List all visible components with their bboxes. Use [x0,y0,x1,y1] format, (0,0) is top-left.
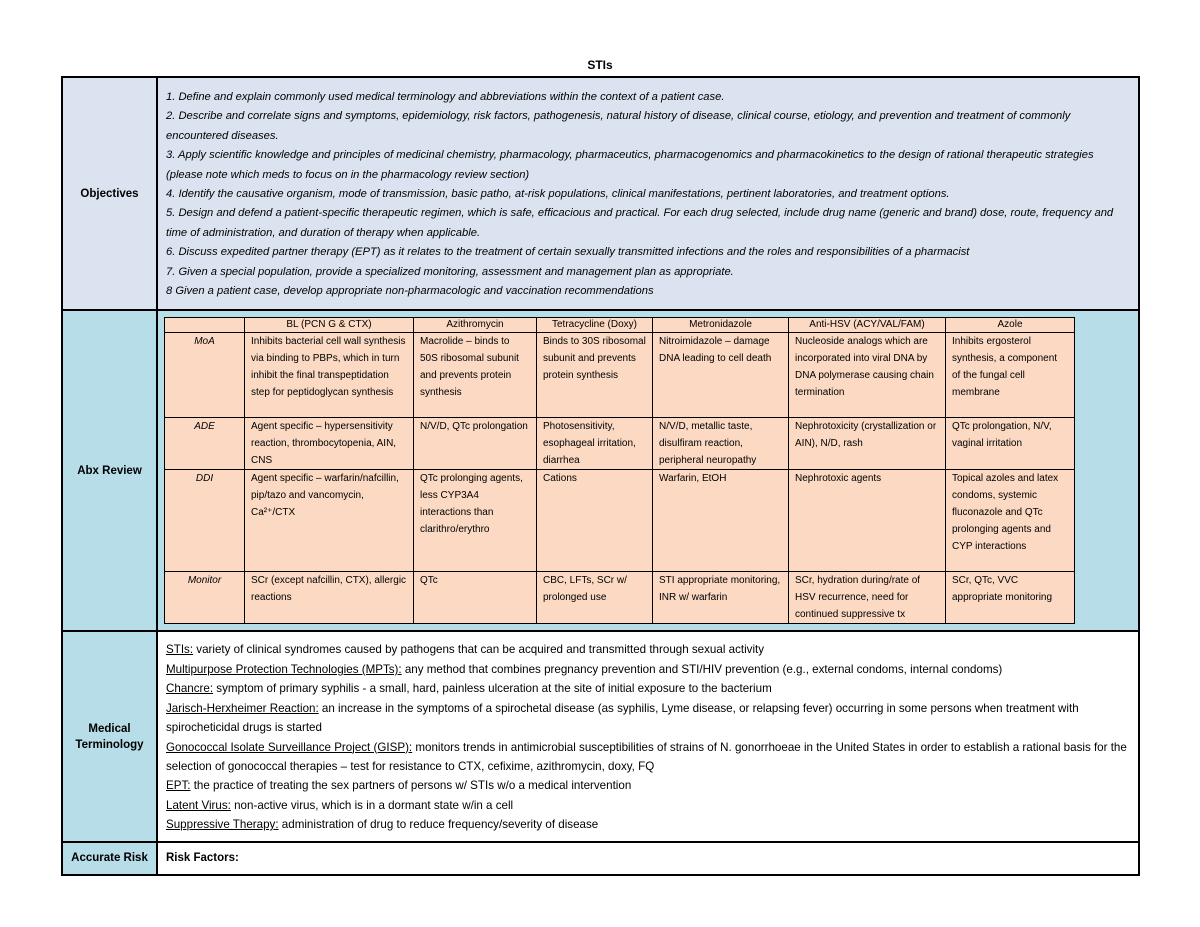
abx-header-cell: BL (PCN G & CTX) [245,318,414,333]
term-definition: symptom of primary syphilis - a small, hard, painless ulceration at the site of initial exposure to the bacterium [213,682,772,696]
abx-header-cell: Tetracycline (Doxy) [537,318,653,333]
abx-review-row [62,310,1139,631]
abx-row-ade [165,418,1075,470]
term-item [166,640,1130,659]
abx-row-label: DDI [165,470,245,572]
term-item [166,660,1130,679]
abx-row-monitor [165,572,1075,624]
abx-cell: N/V/D, metallic taste, disulfiram reaction, peripheral neuropathy [653,418,789,470]
term-definition: an increase in the symptoms of a spirochetal disease (as syphilis, Lyme disease, or relapsing fever) occurring in some persons when treatment with spirocheticidal drugs is started [166,701,1079,735]
abx-row-label: Monitor [165,572,245,624]
objective-item: 6. Discuss expedited partner therapy (EPT) as it relates to the treatment of certain sexually transmitted infections and the roles and responsibilities of a pharmacist [166,246,970,259]
term-definition: administration of drug to reduce frequency/severity of disease [278,818,599,832]
risk-factors: Risk Factors: [157,842,1139,875]
abx-cell: Nephrotoxicity (crystallization or AIN), N/D, rash [789,418,946,470]
sti-outline-table [61,76,1140,876]
term-definition: any method that combines pregnancy prevention and STI/HIV prevention (e.g., external condoms, internal condoms) [401,662,1003,676]
objective-item: 2. Describe and correlate signs and symptoms, epidemiology, risk factors, pathogenesis, natural history of disease, clinical course, etiology, and prevention and treatment of commonly encountered diseases. [166,110,1071,142]
abx-header-cell: Azithromycin [414,318,537,333]
abx-row-moa [165,333,1075,418]
terminology-row [62,631,1139,841]
term-name: Multipurpose Protection Technologies (MPTs): [166,662,402,676]
abx-cell: Agent specific – warfarin/nafcillin, pip/tazo and vancomycin, Ca²⁺/CTX [245,470,414,572]
abx-cell: Binds to 30S ribosomal subunit and prevents protein synthesis [537,333,653,418]
abx-review-label: Abx Review [62,310,157,631]
abx-cell: Photosensitivity, esophageal irritation, diarrhea [537,418,653,470]
objectives-label: Objectives [62,77,157,310]
abx-cell: Nephrotoxic agents [789,470,946,572]
term-name: STIs: [166,643,194,657]
term-item [166,699,1130,738]
abx-review-content [157,310,1139,631]
term-name: EPT: [166,779,191,793]
abx-cell: Nucleoside analogs which are incorporated into viral DNA by DNA polymerase causing chain termination [789,333,946,418]
term-item [166,679,1130,698]
abx-cell: SCr, QTc, VVC appropriate monitoring [946,572,1075,624]
objective-item: 4. Identify the causative organism, mode of transmission, basic patho, at-risk populations, clinical manifestations, pertinent laboratories, and treatment options. [166,188,950,201]
abx-cell: CBC, LFTs, SCr w/ prolonged use [537,572,653,624]
abx-header-cell: Anti-HSV (ACY/VAL/FAM) [789,318,946,333]
abx-cell: Inhibits ergosterol synthesis, a component of the fungal cell membrane [946,333,1075,418]
objective-item: 1. Define and explain commonly used medical terminology and abbreviations within the context of a patient case. [166,91,725,103]
objectives-row [62,77,1139,310]
abx-cell: QTc prolongation, N/V, vaginal irritation [946,418,1075,470]
abx-table [164,317,1075,624]
abx-cell: QTc [414,572,537,624]
abx-cell: N/V/D, QTc prolongation [414,418,537,470]
abx-cell: STI appropriate monitoring, INR w/ warfarin [653,572,789,624]
page-title: STIs [587,58,613,72]
abx-cell: Macrolide – binds to 50S ribosomal subunit and prevents protein synthesis [414,333,537,418]
risk-label: Accurate Risk [62,842,157,875]
terminology-label: Medical Terminology [62,631,157,841]
term-name: Suppressive Therapy: [166,818,279,832]
term-definition: variety of clinical syndromes caused by pathogens that can be acquired and transmitted through sexual activity [193,643,765,657]
abx-header-row [165,318,1075,333]
objectives-content [157,77,1139,310]
objective-item: 8 Given a patient case, develop appropriate non-pharmacologic and vaccination recommendations [166,285,654,298]
abx-cell: Inhibits bacterial cell wall synthesis via binding to PBPs, which in turn inhibit the final transpeptidation step for peptidoglycan synthesis [245,333,414,418]
terminology-content [157,631,1139,841]
abx-header-cell [165,318,245,333]
objective-item: 7. Given a special population, provide a specialized monitoring, assessment and management plan as appropriate. [166,265,734,278]
abx-row-label: MoA [165,333,245,418]
objective-item: 3. Apply scientific knowledge and principles of medicinal chemistry, pharmacology, pharmaceutics, pharmacogenomics and pharmacokinetics to the design of rational therapeutic strategies (please note which meds to focus on in the pharmacology review section) [166,149,1094,181]
abx-cell: SCr, hydration during/rate of HSV recurrence, need for continued suppressive tx [789,572,946,624]
abx-cell: SCr (except nafcillin, CTX), allergic reactions [245,572,414,624]
term-item [166,776,1130,795]
term-item [166,738,1130,777]
abx-cell: Nitroimidazole – damage DNA leading to cell death [653,333,789,418]
risk-row [62,842,1139,875]
abx-cell: Cations [537,470,653,572]
term-item [166,796,1130,815]
terminology-list [158,632,1138,840]
abx-cell: Topical azoles and latex condoms, systemic fluconazole and QTc prolonging agents and CYP interactions [946,470,1075,572]
objective-item: 5. Design and defend a patient-specific therapeutic regimen, which is safe, efficacious and practical. For each drug selected, include drug name (generic and brand) dose, route, frequency and time of administration, and duration of therapy when applicable. [166,207,1114,239]
term-name: Jarisch-Herxheimer Reaction: [166,701,319,715]
term-name: Latent Virus: [166,798,231,812]
term-name: Chancre: [166,682,214,696]
term-definition: the practice of treating the sex partners of persons w/ STIs w/o a medical intervention [190,779,632,793]
abx-row-ddi [165,470,1075,572]
term-definition: monitors trends in antimicrobial susceptibilities of strains of N. gonorrhoeae in the United States in order to establish a rational basis for the selection of gonococcal therapies – test for resistance to CTX, cefixime, azithromycin, doxy, FQ [166,740,1127,773]
term-item [166,815,1130,834]
abx-cell: Agent specific – hypersensitivity reaction, thrombocytopenia, AIN, CNS [245,418,414,470]
term-definition: non-active virus, which is in a dormant state w/in a cell [230,798,514,812]
abx-header-cell: Azole [946,318,1075,333]
abx-row-label: ADE [165,418,245,470]
term-name: Gonococcal Isolate Surveillance Project (GISP): [166,740,413,754]
abx-cell: Warfarin, EtOH [653,470,789,572]
abx-cell: QTc prolonging agents, less CYP3A4 interactions than clarithro/erythro [414,470,537,572]
objectives-list [158,78,1138,309]
abx-header-cell: Metronidazole [653,318,789,333]
